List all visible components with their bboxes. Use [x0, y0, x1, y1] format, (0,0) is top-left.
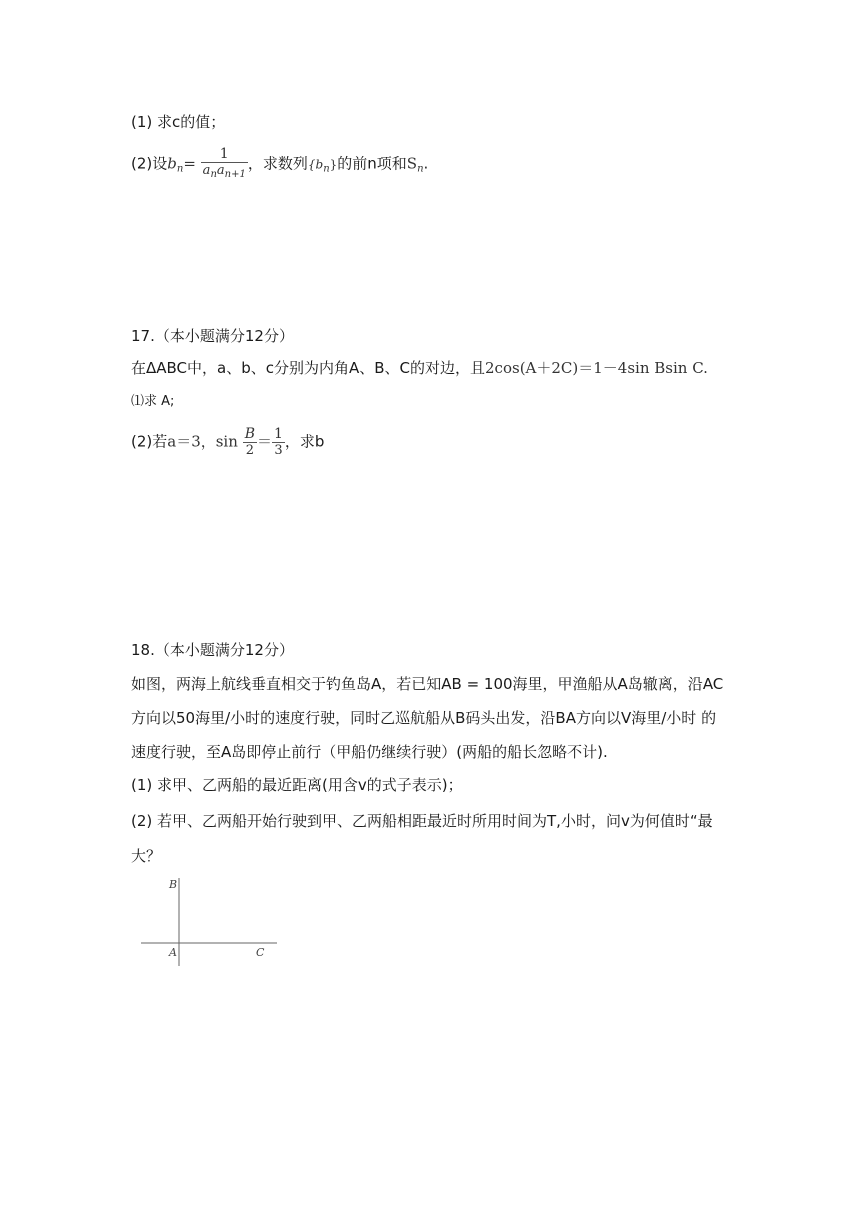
q18-line2: 方向以50海里/小时的速度行驶，同时乙巡航船从B码头出发，沿BA方向以V海里/小时 的	[131, 709, 717, 727]
q17-part2	[131, 426, 324, 458]
q18-part2-line2: 大？	[131, 847, 162, 865]
q17-frac1-den: 2	[243, 442, 257, 458]
q18-header: 18.（本小题满分12分）	[131, 641, 294, 659]
q17-stem	[131, 358, 708, 378]
label-B: B	[169, 878, 178, 891]
q16-S-sub: n	[417, 163, 424, 175]
q17-frac2-num: 1	[274, 426, 283, 442]
q16-seq: {b	[307, 157, 324, 172]
q16-end: .	[423, 154, 429, 173]
label-C: C	[256, 946, 265, 959]
q16-part2	[131, 146, 428, 182]
q17-part2-suffix: ，求b	[284, 432, 325, 451]
q16-frac-den	[201, 162, 248, 182]
q17-header: 17.（本小题满分12分）	[131, 327, 294, 345]
q17-frac2	[272, 426, 285, 458]
q16-part2-prefix: (2)设	[131, 154, 168, 173]
q16-den-sub2: n+1	[224, 169, 246, 180]
q16-den-sub1: n	[210, 169, 217, 180]
q16-den-a2: a	[216, 163, 225, 178]
q17-part2-prefix: (2)若	[131, 432, 168, 451]
q16-b: b	[167, 154, 177, 173]
q16-seq-sub: n	[323, 163, 330, 175]
q16-part2-mid: ，求数列	[247, 154, 308, 173]
q17-stem-formula: 2cos(A＋2C)＝1－4sin Bsin C.	[485, 359, 708, 377]
q16-part2-suffix: 的前n项和	[337, 154, 407, 173]
q16-eq: =	[183, 154, 196, 173]
q17-frac2-den: 3	[272, 442, 285, 458]
q16-frac-num: 1	[219, 146, 229, 162]
q17-part2-eq: ＝	[256, 432, 272, 451]
q18-part1: (1) 求甲、乙两船的最近距离(用含v的式子表示)；	[131, 776, 463, 794]
q17-part2-a: a＝3，sin	[167, 432, 238, 451]
q17-stem-text: 在ΔABC中，a、b、c分别为内角A、B、C的对边，且	[131, 359, 486, 377]
q16-seq-close: }	[329, 157, 338, 172]
q18-part2-line1: (2) 若甲、乙两船开始行驶到甲、乙两船相距最近时所用时间为T,小时，问v为何值时“最	[131, 812, 713, 830]
q17-frac1-num: B	[244, 426, 255, 442]
q16-fraction	[201, 146, 248, 182]
label-A: A	[169, 946, 177, 959]
q18-line1: 如图，两海上航线垂直相交于钓鱼岛A，若已知AB = 100海里，甲渔船从A岛辙离，沿AC	[131, 675, 724, 693]
q18-line3: 速度行驶，至A岛即停止前行（甲船仍继续行驶）(两船的船长忽略不计).	[131, 743, 608, 761]
q16-b-sub: n	[176, 163, 184, 175]
q16-part1: (1) 求c的值；	[131, 113, 226, 131]
q17-part1: ⑴求 A;	[131, 394, 175, 409]
q16-den-a1: a	[202, 163, 211, 178]
q16-S: S	[406, 154, 418, 173]
route-diagram	[135, 872, 285, 972]
q17-frac1	[243, 426, 257, 458]
